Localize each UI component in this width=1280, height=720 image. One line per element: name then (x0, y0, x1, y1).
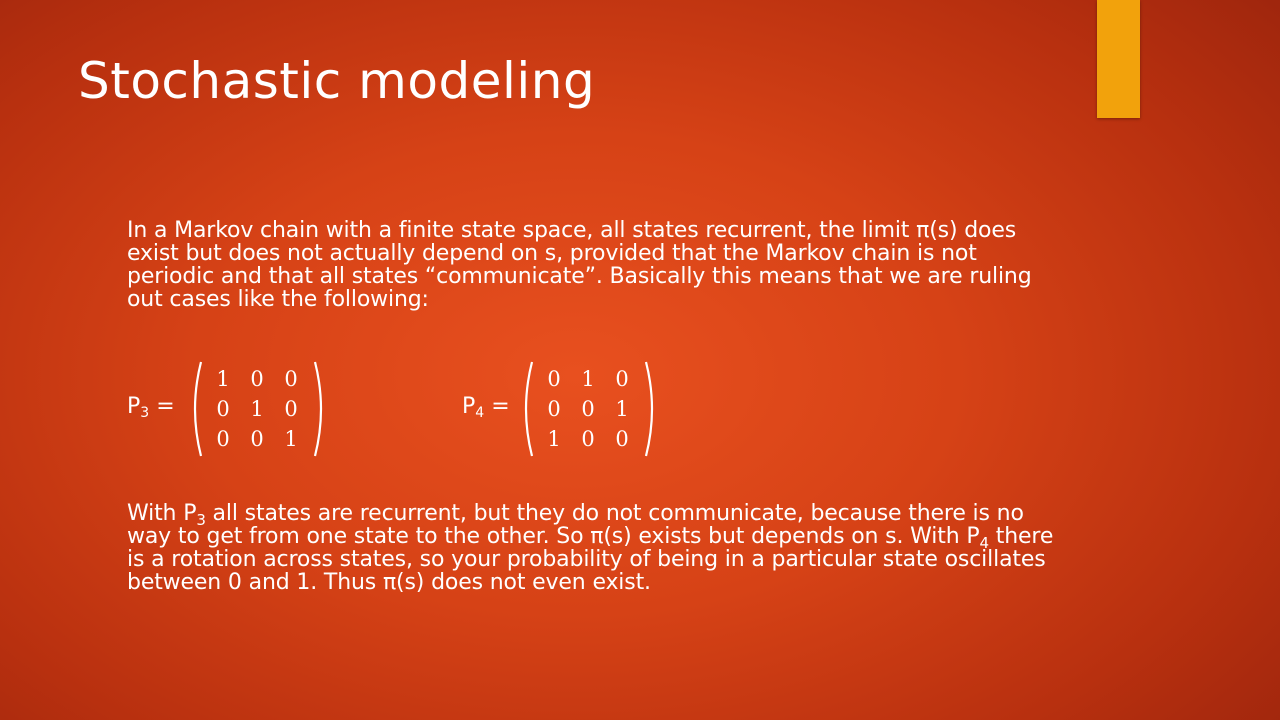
explanation-paragraph (127, 502, 1067, 594)
matrix-row (127, 362, 1047, 458)
matrix-cell: 0 (250, 427, 264, 451)
matrix-cell: 0 (284, 397, 298, 421)
matrix-cell: 0 (615, 427, 629, 451)
p3-equals: = (149, 394, 175, 419)
matrix-cell: 1 (216, 367, 230, 391)
matrix-cell: 1 (250, 397, 264, 421)
p4-subscript: 4 (475, 405, 485, 421)
matrix-row-1 (537, 364, 639, 394)
intro-text: In a Markov chain with a finite state space, all states recurrent, the limit π(s) does exist but does not actually depend on s, provided that the Markov chain is not periodic and that all states “communicate”. Basically this means that we are ruling out cases like the following: (127, 218, 1032, 312)
matrix-cell: 0 (250, 367, 264, 391)
matrix-cell: 0 (615, 367, 629, 391)
matrix-row-1 (206, 364, 308, 394)
matrix-cell: 0 (284, 367, 298, 391)
matrix-cell: 1 (547, 427, 561, 451)
p3-label (127, 394, 175, 421)
matrix-cell: 1 (581, 367, 595, 391)
explanation-text (127, 502, 1067, 594)
matrix-p4-grid (537, 364, 639, 454)
explanation-text-part: all states are recurrent, but they do not communicate, because there is no way to get from one state to the other. So π(s) exists but depends on s. With P (127, 501, 1024, 549)
matrix-row-2 (537, 394, 639, 424)
explanation-text-part: With P (127, 501, 197, 526)
matrix-p4 (519, 362, 659, 458)
matrix-p3-grid (206, 364, 308, 454)
p3-subscript: 3 (196, 511, 206, 529)
slide-title: Stochastic modeling (78, 52, 596, 110)
right-paren (312, 360, 328, 458)
accent-tab (1097, 0, 1140, 118)
p4-label (462, 394, 510, 421)
matrix-cell: 0 (581, 427, 595, 451)
matrix-cell: 0 (547, 367, 561, 391)
matrix-row-2 (206, 394, 308, 424)
matrix-cell: 0 (547, 397, 561, 421)
matrix-row-3 (537, 424, 639, 454)
right-paren (643, 360, 659, 458)
intro-paragraph (127, 219, 1067, 311)
matrix-cell: 0 (216, 397, 230, 421)
matrix-cell: 0 (216, 427, 230, 451)
matrix-cell: 0 (581, 397, 595, 421)
matrix-cell: 1 (284, 427, 298, 451)
explanation-text-part: there is a rotation across states, so your probability of being in a particular state oscillates between 0 and 1. Thus π(s) does not even exist. (127, 524, 1054, 595)
p3-symbol: P (127, 394, 141, 419)
p3-subscript: 3 (140, 405, 150, 421)
matrix-row-3 (206, 424, 308, 454)
p4-equals: = (484, 394, 510, 419)
matrix-p3 (188, 362, 328, 458)
matrix-cell: 1 (615, 397, 629, 421)
p4-symbol: P (462, 394, 476, 419)
p4-subscript: 4 (979, 534, 989, 552)
left-paren (519, 360, 535, 458)
left-paren (188, 360, 204, 458)
